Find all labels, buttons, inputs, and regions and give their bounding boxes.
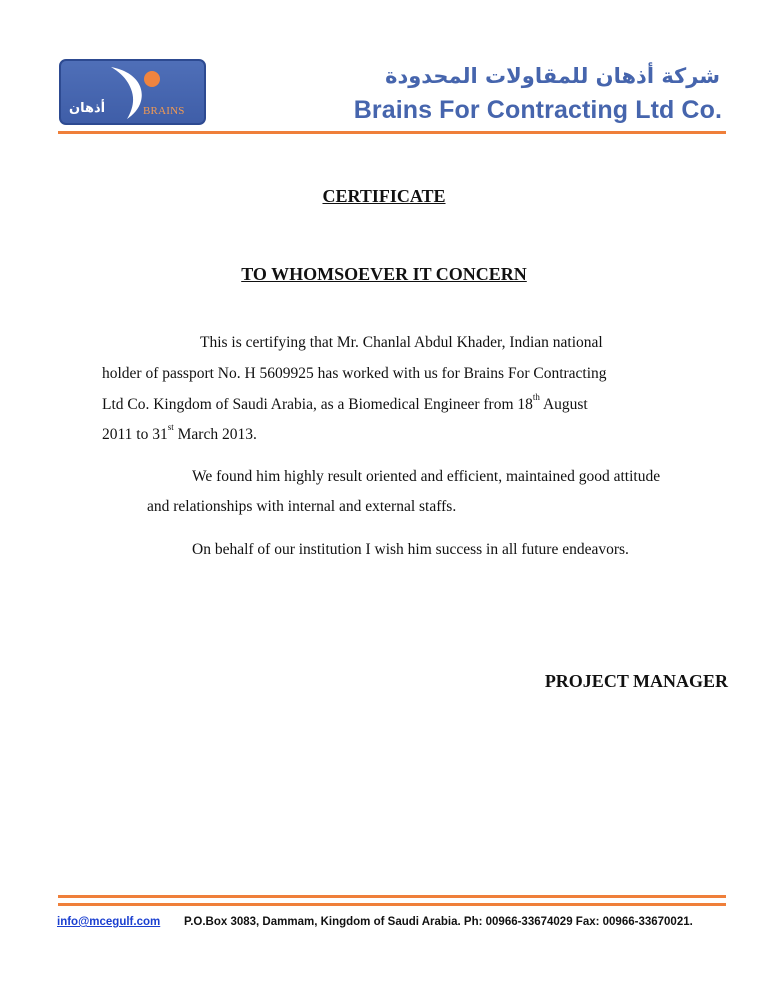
company-name-english: Brains For Contracting Ltd Co.: [353, 96, 722, 124]
paragraph-3: On behalf of our institution I wish him success in all future endeavors.: [192, 541, 629, 558]
paragraph-1-line-1: This is certifying that Mr. Chanlal Abdul Khader, Indian national: [200, 334, 603, 351]
certificate-subtitle: TO WHOMSOEVER IT CONCERN: [241, 264, 527, 284]
footer-divider-top: [58, 895, 726, 898]
footer-email-link[interactable]: info@mcegulf.com: [57, 916, 161, 928]
ordinal-suffix: st: [167, 422, 174, 432]
paragraph-2-line-1: We found him highly result oriented and efficient, maintained good attitude: [192, 468, 661, 485]
logo-english-text: BRAINS: [143, 105, 185, 117]
signature-title: PROJECT MANAGER: [544, 671, 728, 691]
company-name-arabic: شركة أذهان للمقاولات المحدودة: [385, 64, 720, 88]
footer-address: P.O.Box 3083, Dammam, Kingdom of Saudi Arabia. Ph: 00966-33674029 Fax: 00966-33670021.: [184, 916, 693, 928]
header-divider: [58, 131, 726, 134]
paragraph-1-line-2: holder of passport No. H 5609925 has worked with us for Brains For Contracting: [102, 365, 607, 382]
company-logo: [59, 59, 206, 125]
ordinal-suffix: th: [532, 392, 540, 402]
certificate-title: CERTIFICATE: [322, 186, 446, 206]
logo-arabic-text: أذهان: [69, 101, 106, 116]
paragraph-1-line-4: 2011 to 31st March 2013.: [102, 422, 257, 443]
paragraph-2-line-2: and relationships with internal and external staffs.: [147, 498, 457, 515]
paragraph-1-line-3: Ltd Co. Kingdom of Saudi Arabia, as a Biomedical Engineer from 18th August: [102, 392, 588, 413]
footer-divider-bottom: [58, 903, 726, 906]
